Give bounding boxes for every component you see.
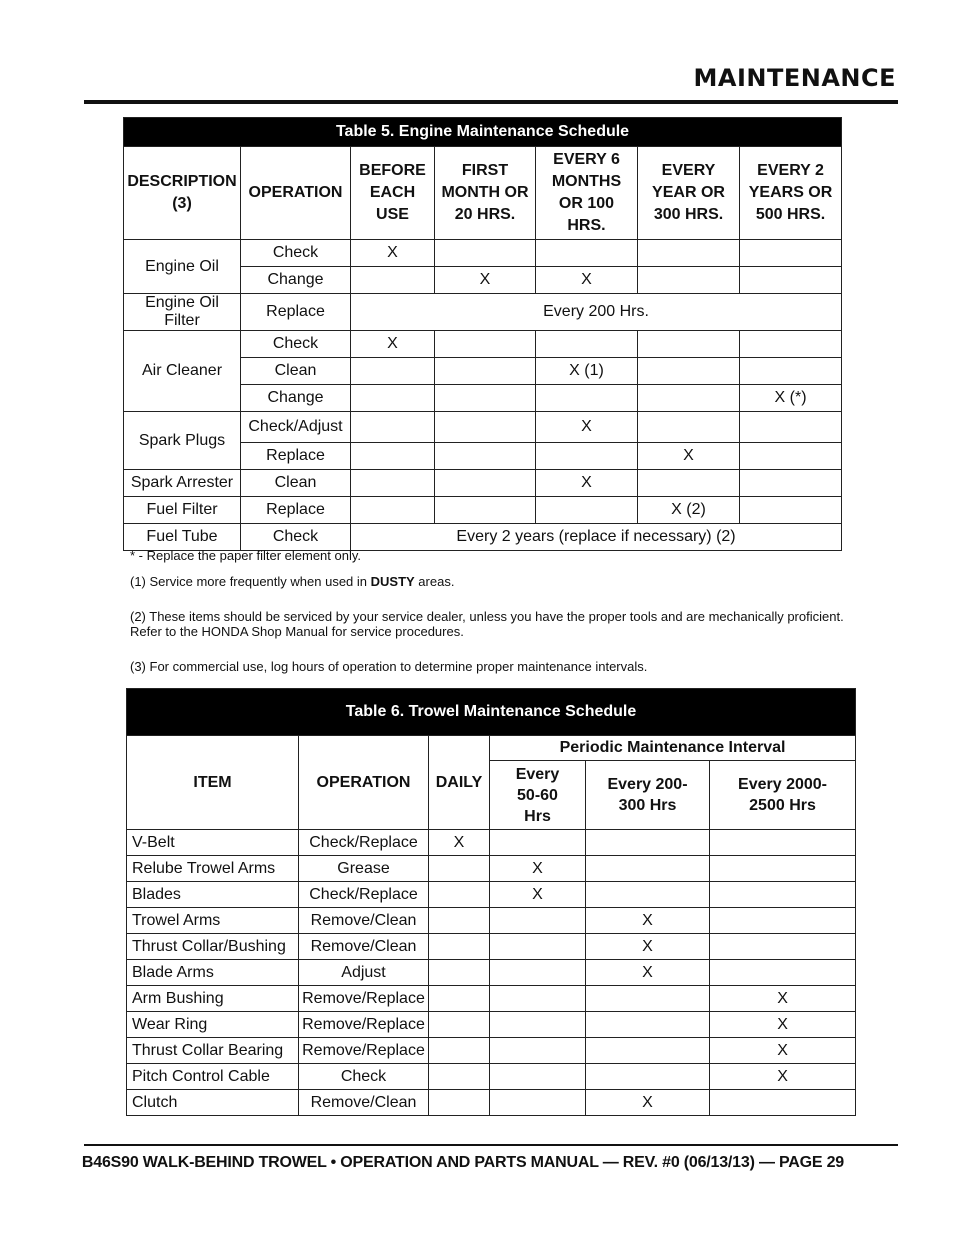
cell: X [536,412,638,443]
row-label: Arm Bushing [127,986,299,1012]
cell: Check [241,524,351,551]
cell: X [536,267,638,294]
cell: X [710,1064,856,1090]
cell: X [710,1038,856,1064]
row-label: Relube Trowel Arms [127,856,299,882]
cell [586,1012,710,1038]
column-header [490,761,586,830]
cell [490,1012,586,1038]
row-label: Fuel Tube [124,524,241,551]
cell [490,960,586,986]
cell: X [490,856,586,882]
row-label: V-Belt [127,830,299,856]
column-header: DAILY [429,736,490,830]
cell: Check [299,1064,429,1090]
cell [490,1090,586,1116]
cell [740,443,842,470]
cell [435,331,536,358]
row-label: Blade Arms [127,960,299,986]
row-label: Fuel Filter [124,497,241,524]
table-row [124,497,842,524]
cell [351,267,435,294]
table-row [127,960,856,986]
cell [429,908,490,934]
engine-maintenance-table [123,117,842,551]
cell [435,470,536,497]
cell: X [536,470,638,497]
column-header: FIRST MONTH OR 20 HRS. [435,147,536,240]
table-caption: Table 5. Engine Maintenance Schedule [124,118,842,147]
cell [351,412,435,443]
cell: Every 2 years (replace if necessary) (2) [351,524,842,551]
column-header: EVERY 6 MONTHS OR 100 HRS. [536,147,638,240]
table-row [124,240,842,267]
cell [586,1064,710,1090]
column-header [710,761,856,830]
cell [490,1038,586,1064]
cell [536,385,638,412]
column-header: ITEM [127,736,299,830]
row-label: Trowel Arms [127,908,299,934]
cell: Check [241,240,351,267]
footer-divider [84,1144,898,1146]
cell [435,385,536,412]
cell [586,830,710,856]
cell: Remove/Replace [299,1038,429,1064]
cell [536,331,638,358]
cell [429,856,490,882]
footnote-1-text: (1) Service more frequently when used in [130,574,371,589]
cell [435,358,536,385]
cell: X [586,908,710,934]
cell [710,1090,856,1116]
cell [351,443,435,470]
footnote-1-emphasis: DUSTY [370,574,415,589]
cell [710,882,856,908]
page-section-title: MAINTENANCE [693,64,896,92]
footnote-3: (3) For commercial use, log hours of operation to determine proper maintenance intervals. [130,659,648,674]
footnote-star: * - Replace the paper filter element only. [130,548,361,563]
table-row [127,986,856,1012]
cell [638,412,740,443]
cell: Check/Replace [299,830,429,856]
cell: X [710,986,856,1012]
cell [586,856,710,882]
cell: Remove/Clean [299,934,429,960]
table-caption: Table 6. Trowel Maintenance Schedule [127,689,856,736]
cell [429,1090,490,1116]
column-header-text: Every 200-300 Hrs [607,776,688,814]
cell [740,470,842,497]
table-row [124,331,842,358]
cell: X [351,331,435,358]
cell [351,470,435,497]
cell [638,331,740,358]
table-row [127,1064,856,1090]
column-header-text: Every 2000-2500 Hrs [738,776,827,814]
cell [429,960,490,986]
cell [351,497,435,524]
cell: Clean [241,358,351,385]
table-row [124,470,842,497]
cell [536,443,638,470]
cell: X [490,882,586,908]
row-label: Thrust Collar Bearing [127,1038,299,1064]
row-label: Clutch [127,1090,299,1116]
trowel-table-body [127,830,856,1116]
cell: Change [241,385,351,412]
cell [740,267,842,294]
table-row [127,934,856,960]
cell: Remove/Replace [299,986,429,1012]
column-header-text: Every 50-60 Hrs [515,765,560,825]
column-header [586,761,710,830]
cell [351,358,435,385]
column-header: EVERY 2 YEARS OR 500 HRS. [740,147,842,240]
cell: Remove/Clean [299,1090,429,1116]
cell: X [351,240,435,267]
cell [740,358,842,385]
cell: Replace [241,443,351,470]
table-row [124,412,842,443]
row-label: Spark Arrester [124,470,241,497]
footnote-2: (2) These items should be serviced by your service dealer, unless you have the proper tools and are mechanically proficient. Refer to the HONDA Shop Manual for service procedures. [130,609,844,639]
cell [429,1012,490,1038]
row-label: Blades [127,882,299,908]
footnote-1-text-end: areas. [414,574,455,589]
cell: Clean [241,470,351,497]
cell [536,497,638,524]
cell [490,934,586,960]
column-header: DESCRIPTION (3) [124,147,241,240]
cell [740,497,842,524]
table-row [124,294,842,331]
column-header: OPERATION [299,736,429,830]
cell [490,908,586,934]
cell: X [586,934,710,960]
row-label: Engine Oil Filter [124,294,241,331]
cell [740,240,842,267]
cell [710,856,856,882]
table-row [127,856,856,882]
cell [536,240,638,267]
cell [638,267,740,294]
cell [435,412,536,443]
table-row [127,908,856,934]
column-header: OPERATION [241,147,351,240]
cell: X (*) [740,385,842,412]
cell [638,385,740,412]
cell: Check/Replace [299,882,429,908]
cell [429,1064,490,1090]
cell: Change [241,267,351,294]
row-label: Engine Oil [124,240,241,294]
column-group-header: Periodic Maintenance Interval [490,736,856,761]
cell: X (1) [536,358,638,385]
cell [586,1038,710,1064]
cell [710,960,856,986]
cell: Remove/Clean [299,908,429,934]
cell [429,934,490,960]
table-row [127,830,856,856]
cell: X (2) [638,497,740,524]
table-row [127,1012,856,1038]
cell: Replace [241,294,351,331]
cell [429,986,490,1012]
cell [710,908,856,934]
table-row [127,1038,856,1064]
cell: Check [241,331,351,358]
cell: X [435,267,536,294]
row-label: Air Cleaner [124,331,241,412]
row-label: Pitch Control Cable [127,1064,299,1090]
cell: X [586,960,710,986]
cell: Grease [299,856,429,882]
cell [435,443,536,470]
cell [429,1038,490,1064]
trowel-maintenance-table [126,688,856,1116]
cell [710,934,856,960]
table-row [124,524,842,551]
cell [490,986,586,1012]
cell [351,385,435,412]
row-label: Wear Ring [127,1012,299,1038]
table-row [127,1090,856,1116]
cell: Check/Adjust [241,412,351,443]
cell [490,1064,586,1090]
cell [429,882,490,908]
row-label: Thrust Collar/Bushing [127,934,299,960]
cell: X [429,830,490,856]
cell [435,240,536,267]
cell [740,331,842,358]
cell [740,412,842,443]
page-footer: B46S90 WALK-BEHIND TROWEL • OPERATION AND PARTS MANUAL — REV. #0 (06/13/13) — PAGE 29 [81,1154,844,1171]
cell: Replace [241,497,351,524]
column-header: EVERY YEAR OR 300 HRS. [638,147,740,240]
cell [638,358,740,385]
cell [435,497,536,524]
cell [710,830,856,856]
column-header: BEFORE EACH USE [351,147,435,240]
table-row [127,882,856,908]
cell: X [638,443,740,470]
row-label: Spark Plugs [124,412,241,470]
cell [586,986,710,1012]
cell: Adjust [299,960,429,986]
cell: Remove/Replace [299,1012,429,1038]
cell [638,470,740,497]
cell [586,882,710,908]
footnote-1 [130,574,850,589]
header-divider [84,100,898,104]
cell: X [710,1012,856,1038]
cell: X [586,1090,710,1116]
cell [638,240,740,267]
cell: Every 200 Hrs. [351,294,842,331]
cell [490,830,586,856]
